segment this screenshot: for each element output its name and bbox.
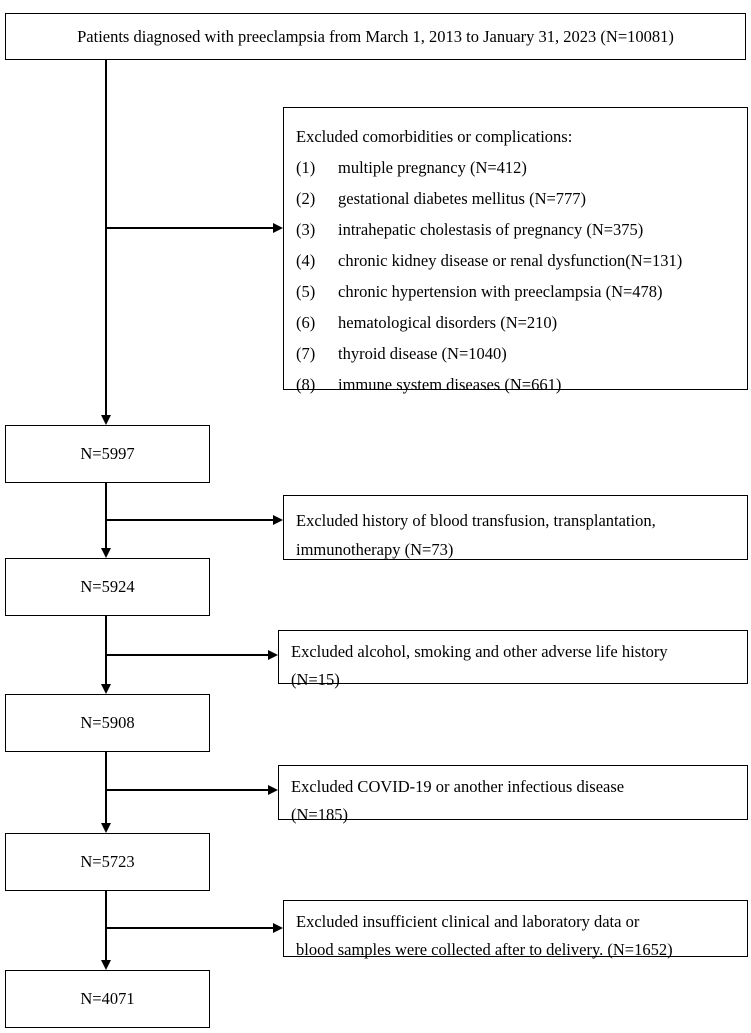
count-box-2: [5, 558, 210, 616]
title-box: [5, 13, 746, 60]
exclusion-item-6: [296, 307, 737, 338]
exclusion-box-infectious: [278, 765, 748, 824]
exclusion-item-3-text: intrahepatic cholestasis of pregnancy (N=375): [338, 220, 644, 239]
count-box-4: [5, 833, 210, 891]
connector-branch-5: [105, 927, 274, 929]
count-box-1-label: N=5997: [80, 444, 135, 463]
exclusion-item-3-number: (3): [296, 220, 316, 239]
count-box-5: [5, 970, 210, 1028]
exclusion-2-line-2: immunotherapy (N=73): [296, 540, 454, 559]
connector-vline-5: [105, 891, 107, 961]
exclusion-item-6-text: hematological disorders (N=210): [338, 313, 558, 332]
exclusion-5-line-2: blood samples were collected after to delivery. (N=1652): [296, 940, 673, 959]
arrowhead-down-5: [101, 960, 111, 970]
exclusion-item-1: [296, 152, 737, 183]
count-box-1: [5, 425, 210, 483]
exclusion-item-8-number: (8): [296, 375, 316, 394]
exclusion-item-2-text: gestational diabetes mellitus (N=777): [338, 189, 587, 208]
exclusion-item-5-number: (5): [296, 282, 316, 301]
arrowhead-down-4: [101, 823, 111, 833]
count-box-4-label: N=5723: [80, 852, 135, 871]
exclusion-item-2: [296, 183, 737, 214]
connector-branch-4: [105, 789, 269, 791]
arrowhead-right-5: [273, 923, 283, 933]
exclusion-5-line-1: Excluded insufficient clinical and laboratory data or: [296, 912, 640, 931]
exclusion-item-3: [296, 214, 737, 245]
exclusion-4-line-2: (N=185): [291, 805, 348, 824]
connector-vline-3: [105, 616, 107, 685]
arrowhead-right-3: [268, 650, 278, 660]
exclusion-item-6-number: (6): [296, 313, 316, 332]
arrowhead-down-1: [101, 415, 111, 425]
connector-branch-3: [105, 654, 269, 656]
exclusion-item-8-text: immune system diseases (N=661): [338, 375, 562, 394]
arrowhead-right-4: [268, 785, 278, 795]
exclusion-item-1-text: multiple pregnancy (N=412): [338, 158, 527, 177]
exclusion-2-line-1: Excluded history of blood transfusion, transplantation,: [296, 511, 656, 530]
count-box-3: [5, 694, 210, 752]
exclusion-item-4-text: chronic kidney disease or renal dysfunction(N=131): [338, 251, 683, 270]
exclusion-box-transfusion: [283, 495, 748, 560]
exclusion-item-7: [296, 338, 737, 369]
connector-vline-1: [105, 60, 107, 416]
exclusion-1-title: Excluded comorbidities or complications:: [296, 127, 573, 146]
connector-branch-1: [105, 227, 274, 229]
exclusion-box-comorbidities: [283, 107, 748, 394]
arrowhead-down-2: [101, 548, 111, 558]
exclusion-box-lifestyle: [278, 630, 748, 689]
title-text: Patients diagnosed with preeclampsia from March 1, 2013 to January 31, 2023 (N=10081): [77, 26, 674, 46]
connector-branch-2: [105, 519, 274, 521]
exclusion-item-1-number: (1): [296, 158, 316, 177]
count-box-3-label: N=5908: [80, 713, 135, 732]
exclusion-box-insufficient-data: [283, 900, 748, 957]
exclusion-item-7-number: (7): [296, 344, 316, 363]
exclusion-item-8: [296, 369, 737, 400]
exclusion-item-5-text: chronic hypertension with preeclampsia (N=478): [338, 282, 663, 301]
arrowhead-down-3: [101, 684, 111, 694]
connector-vline-4: [105, 752, 107, 824]
connector-vline-2: [105, 483, 107, 549]
count-box-2-label: N=5924: [80, 577, 135, 596]
arrowhead-right-2: [273, 515, 283, 525]
exclusion-item-2-number: (2): [296, 189, 316, 208]
exclusion-item-4-number: (4): [296, 251, 316, 270]
arrowhead-right-1: [273, 223, 283, 233]
count-box-5-label: N=4071: [80, 989, 135, 1008]
exclusion-item-4: [296, 245, 737, 276]
exclusion-3-line-1: Excluded alcohol, smoking and other adverse life history: [291, 642, 668, 661]
exclusion-item-5: [296, 276, 737, 307]
exclusion-3-line-2: (N=15): [291, 670, 340, 689]
exclusion-4-line-1: Excluded COVID-19 or another infectious disease: [291, 777, 625, 796]
exclusion-item-7-text: thyroid disease (N=1040): [338, 344, 507, 363]
